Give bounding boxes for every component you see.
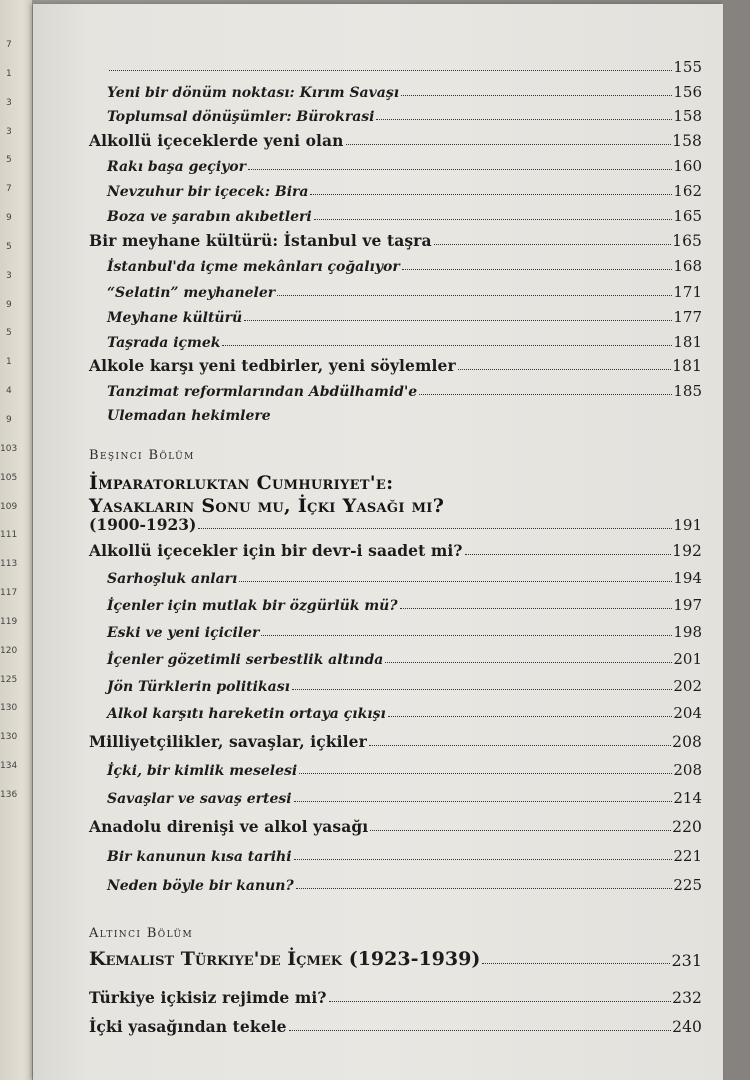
chapter-title-page: 191 — [673, 516, 702, 534]
left-page-number: 3 — [6, 271, 12, 281]
toc-section-title: Alkollü içecekler için bir devr-i saadet mi? — [89, 541, 463, 560]
toc-entry — [107, 671, 702, 695]
left-page-number: 130 — [0, 732, 18, 742]
toc-entry-title: Jön Türklerin politikası — [107, 679, 290, 695]
chapter-title-line: (1900-1923) — [89, 515, 197, 534]
toc-section-page: 240 — [672, 1018, 702, 1036]
toc-entry-title: Bir kanunun kısa tarihi — [107, 849, 292, 865]
toc-section-title: Alkole karşı yeni tedbirler, yeni söylemler — [89, 356, 456, 375]
toc-entry-page: 158 — [673, 107, 702, 125]
left-page-number: 134 — [0, 761, 18, 771]
toc-entry-title: Taşrada içmek — [107, 335, 221, 351]
toc-entry-page: 155 — [673, 58, 702, 76]
dot-leader — [261, 635, 672, 636]
chapter-label: Beşinci Bölüm — [89, 448, 195, 463]
toc-entry-title: Meyhane kültürü — [107, 310, 243, 326]
left-page-number: 109 — [0, 502, 18, 512]
left-page-number: 105 — [0, 473, 18, 483]
dot-leader — [346, 144, 672, 145]
toc-entry-title: İstanbul'da içme mekânları çoğalıyor — [107, 259, 400, 275]
toc-entry-title: Boza ve şarabın akıbetleri — [107, 209, 312, 225]
toc-section-title: Bir meyhane kültürü: İstanbul ve taşra — [89, 231, 432, 250]
dot-leader — [310, 194, 672, 195]
dot-leader — [370, 830, 671, 831]
dot-leader — [244, 320, 672, 321]
toc-section-title: Alkollü içeceklerde yeni olan — [89, 131, 344, 150]
left-page-number: 5 — [6, 155, 12, 165]
toc-entry-title: Ulemadan hekimlere — [107, 408, 271, 424]
toc-entry-title: İçenler için mutlak bir özgürlük mü? — [107, 598, 398, 614]
toc-section-page: 165 — [672, 232, 702, 250]
dot-leader — [222, 345, 672, 346]
toc-entry — [107, 77, 702, 101]
book-page — [33, 4, 723, 1080]
toc-entry — [107, 841, 702, 865]
toc-section-page: 192 — [672, 542, 702, 560]
toc-entry-title: Alkol karşıtı hareketin ortaya çıkışı — [107, 706, 386, 722]
toc-entry-page: 171 — [673, 283, 702, 301]
toc-entry-page: 194 — [673, 569, 702, 587]
toc-entry-page: 162 — [673, 182, 702, 200]
toc-entry — [107, 277, 702, 301]
dot-leader — [299, 773, 672, 774]
left-page-number: 4 — [6, 386, 12, 396]
left-page-number: 1 — [6, 69, 12, 79]
toc-entry-title: Neden böyle bir kanun? — [107, 878, 294, 894]
left-page-edge — [0, 0, 32, 1080]
dot-leader — [402, 269, 673, 270]
toc-entry-title: İçenler gözetimli serbestlik altında — [107, 652, 384, 668]
toc-entry — [107, 400, 702, 424]
toc-section-page: 181 — [672, 357, 702, 375]
toc-section-title: Milliyetçilikler, savaşlar, içkiler — [89, 732, 367, 751]
toc-entry-page: 214 — [673, 789, 702, 807]
dot-leader — [401, 95, 672, 96]
chapter-title-line: Yasakların Sonu mu, İçki Yasağı mı? — [89, 495, 445, 517]
toc-entry-title: Eski ve yeni içiciler — [107, 625, 260, 641]
dot-leader — [198, 528, 672, 529]
toc-section-title: İçki yasağından tekele — [89, 1017, 287, 1036]
dot-leader — [289, 1030, 671, 1031]
toc-entry-page: 177 — [673, 308, 702, 326]
left-page-number: 9 — [6, 213, 12, 223]
toc-section — [89, 351, 702, 375]
toc-entry-title: Sarhoşluk anları — [107, 571, 238, 587]
left-page-number: 1 — [6, 357, 12, 367]
table-of-contents — [33, 4, 723, 1080]
dot-leader — [388, 716, 673, 717]
dot-leader — [419, 394, 672, 395]
toc-entry — [107, 151, 702, 175]
dot-leader — [369, 745, 671, 746]
toc-entry-page: 208 — [673, 761, 702, 779]
left-page-number: 125 — [0, 675, 18, 685]
toc-entry-page: 198 — [673, 623, 702, 641]
chapter-title-page: 231 — [671, 951, 702, 970]
toc-section-title: Anadolu direnişi ve alkol yasağı — [89, 817, 369, 836]
toc-section — [89, 983, 702, 1007]
toc-section — [89, 536, 702, 560]
toc-entry — [107, 783, 702, 807]
toc-entry — [107, 590, 702, 614]
toc-entry-page: 202 — [673, 677, 702, 695]
toc-entry-page: 165 — [673, 207, 702, 225]
dot-leader — [482, 963, 670, 964]
toc-entry-page: 197 — [673, 596, 702, 614]
toc-entry-title: Toplumsal dönüşümler: Bürokrasi — [107, 109, 375, 125]
toc-section-page: 220 — [672, 818, 702, 836]
toc-entry — [107, 176, 702, 200]
left-page-number: 103 — [0, 444, 18, 454]
left-page-number: 5 — [6, 328, 12, 338]
dot-leader — [434, 244, 672, 245]
toc-section — [89, 812, 702, 836]
left-page-number: 117 — [0, 588, 18, 598]
toc-section-page: 232 — [672, 989, 702, 1007]
dot-leader — [296, 888, 673, 889]
dot-leader — [294, 801, 673, 802]
toc-entry — [107, 755, 702, 779]
toc-entry — [107, 52, 702, 76]
toc-entry — [107, 327, 702, 351]
toc-entry-page: 225 — [673, 876, 702, 894]
toc-entry-title: Nevzuhur bir içecek: Bira — [107, 184, 309, 200]
dot-leader — [314, 219, 673, 220]
chapter-title-line: İmparatorluktan Cumhuriyet'e: — [89, 472, 394, 494]
toc-entry-page: 204 — [673, 704, 702, 722]
toc-entry-title: Yeni bir dönüm noktası: Kırım Savaşı — [107, 85, 400, 101]
left-page-number: 3 — [6, 127, 12, 137]
toc-entry-title: “Selatin” meyhaneler — [107, 285, 276, 301]
toc-entry-page: 221 — [673, 847, 702, 865]
left-page-number: 119 — [0, 617, 18, 627]
toc-entry — [107, 101, 702, 125]
dot-leader — [465, 554, 672, 555]
toc-entry — [107, 251, 702, 275]
chapter-title-entry — [89, 510, 702, 534]
dot-leader — [400, 608, 673, 609]
left-page-number: 136 — [0, 790, 18, 800]
toc-entry — [107, 302, 702, 326]
toc-entry-title: İçki, bir kimlik meselesi — [107, 763, 298, 779]
left-page-number: 111 — [0, 530, 18, 540]
toc-entry — [107, 870, 702, 894]
left-page-number: 5 — [6, 242, 12, 252]
toc-entry — [107, 563, 702, 587]
dot-leader — [109, 70, 672, 71]
dot-leader — [385, 662, 672, 663]
dot-leader — [376, 119, 672, 120]
toc-entry-page: 201 — [673, 650, 702, 668]
chapter-label: Altıncı Bölüm — [89, 926, 194, 941]
chapter-title: Kemalist Türkiye'de İçmek (1923-1939) — [89, 948, 481, 970]
toc-entry-title: Tanzimat reformlarından Abdülhamid'e — [107, 384, 418, 400]
left-page-number: 113 — [0, 559, 18, 569]
toc-entry-page: 185 — [673, 382, 702, 400]
left-page-number: 120 — [0, 646, 18, 656]
left-page-number: 130 — [0, 703, 18, 713]
toc-entry — [107, 698, 702, 722]
dot-leader — [239, 581, 672, 582]
toc-entry-page: 168 — [673, 257, 702, 275]
toc-section — [89, 727, 702, 751]
left-page-number: 9 — [6, 300, 12, 310]
toc-entry — [107, 617, 702, 641]
toc-entry-title: Rakı başa geçiyor — [107, 159, 246, 175]
toc-section — [89, 126, 702, 150]
toc-entry-page: 160 — [673, 157, 702, 175]
dot-leader — [458, 369, 671, 370]
toc-entry — [107, 201, 702, 225]
toc-entry-title: Savaşlar ve savaş ertesi — [107, 791, 292, 807]
dot-leader — [248, 169, 672, 170]
toc-entry-page: 156 — [673, 83, 702, 101]
dot-leader — [292, 689, 672, 690]
dot-leader — [294, 859, 673, 860]
toc-entry — [107, 376, 702, 400]
chapter-title-entry — [89, 946, 702, 970]
dot-leader — [277, 295, 672, 296]
toc-section-title: Türkiye içkisiz rejimde mi? — [89, 988, 327, 1007]
toc-section — [89, 1012, 702, 1036]
left-page-number: 9 — [6, 415, 12, 425]
toc-section-page: 208 — [672, 733, 702, 751]
left-page-number: 7 — [6, 40, 12, 50]
toc-entry-page: 181 — [673, 333, 702, 351]
left-page-number: 3 — [6, 98, 12, 108]
dot-leader — [329, 1001, 672, 1002]
toc-section-page: 158 — [672, 132, 702, 150]
left-page-number: 7 — [6, 184, 12, 194]
toc-section — [89, 226, 702, 250]
toc-entry — [107, 644, 702, 668]
